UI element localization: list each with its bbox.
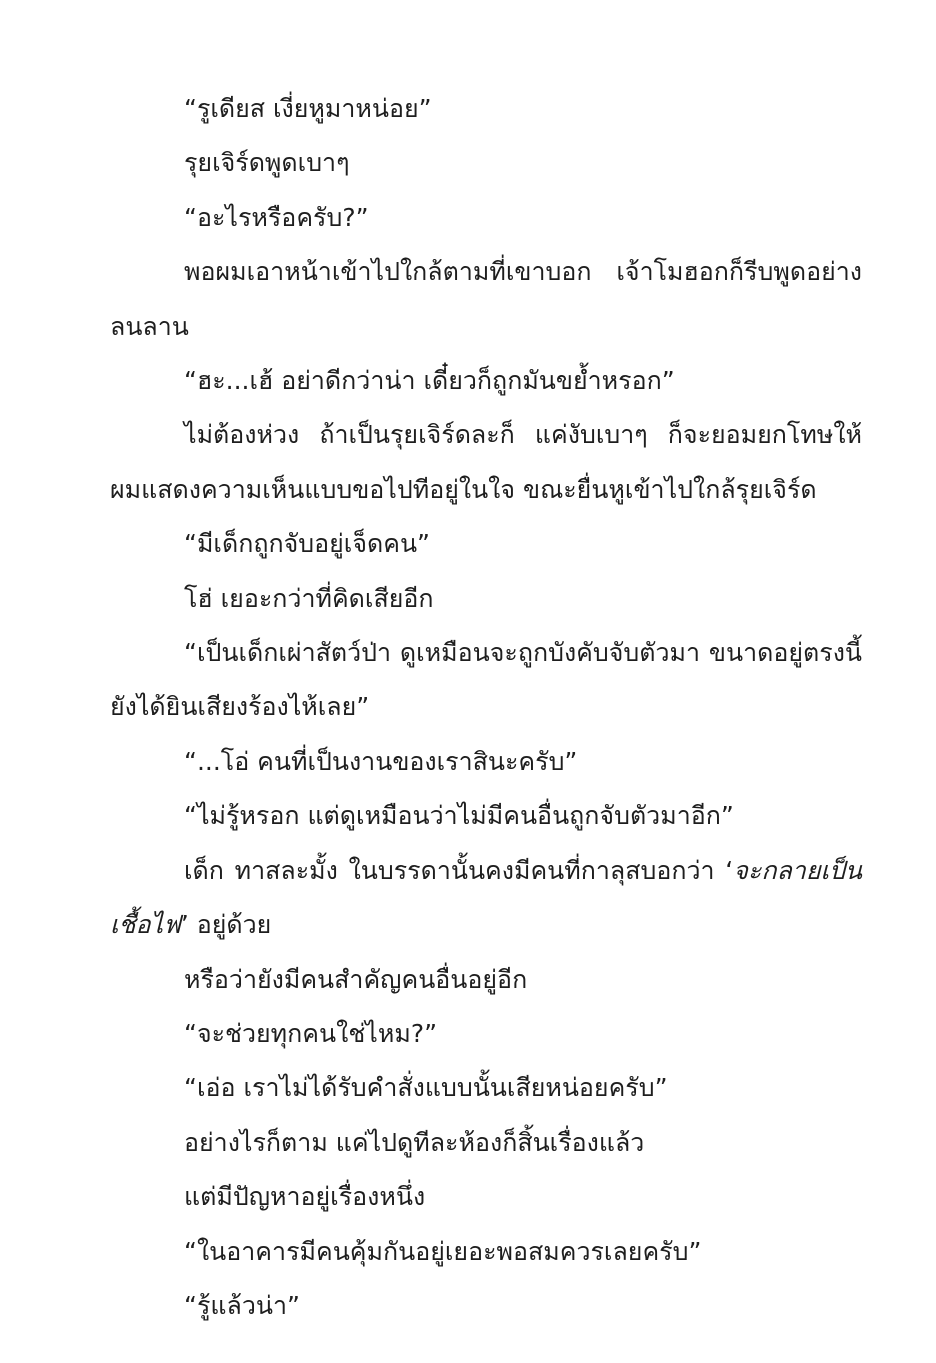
paragraph: รุยเจิร์ดพูดเบาๆ: [184, 148, 350, 178]
paragraph: แต่มีปัญหาอยู่เรื่องหนึ่ง: [184, 1182, 426, 1212]
paragraph: หรือว่ายังมีคนสำคัญคนอื่นอยู่อีก: [184, 964, 528, 994]
paragraph: “อะไรหรือครับ?”: [184, 202, 369, 232]
paragraph: “ในอาคารมีคนคุ้มกันอยู่เยอะพอสมควรเลยครับ”: [184, 1236, 702, 1266]
body-text: [110, 82, 862, 1333]
paragraph: “ไม่รู้หรอก แต่ดูเหมือนว่าไม่มีคนอื่นถูกจับตัวมาอีก”: [184, 801, 734, 831]
paragraph: “...โอ่ คนที่เป็นงานของเราสินะครับ”: [184, 746, 578, 776]
paragraph: โฮ่ เยอะกว่าที่คิดเสียอีก: [184, 583, 434, 613]
paragraph-text: เด็ก ทาสละมั้ง ในบรรดานั้นคงมีคนที่กาลุสบอกว่า ‘: [184, 855, 734, 885]
paragraph: ไม่ต้องห่วง ถ้าเป็นรุยเจิร์ดละก็ แค่งับเบาๆ ก็จะยอมยกโทษให้ ผมแสดงความเห็นแบบขอไปทีอยู่ในใจ ขณะยื่นหูเข้าไปใกล้รุยเจิร์ด: [110, 420, 862, 504]
paragraph: พอผมเอาหน้าเข้าไปใกล้ตามที่เขาบอก เจ้าโมฮอกก็รีบพูดอย่างลนลาน: [110, 257, 862, 341]
paragraph: “ฮะ...เฮ้ อย่าดีกว่าน่า เดี๋ยวก็ถูกมันขย้ำหรอก”: [184, 366, 675, 396]
paragraph: “มีเด็กถูกจับอยู่เจ็ดคน”: [184, 529, 430, 559]
paragraph: “รูเดียส เงี่ยหูมาหน่อย”: [184, 94, 432, 123]
paragraph: “รู้แล้วน่า”: [184, 1290, 300, 1320]
paragraph-text: ’ อยู่ด้วย: [180, 910, 272, 940]
italic-phrase: จะกลายเป็นเชื้อไฟ: [110, 855, 862, 940]
paragraph: “เป็นเด็กเผ่าสัตว์ป่า ดูเหมือนจะถูกบังคับจับตัวมา ขนาดอยู่ตรงนี้ยังได้ยินเสียงร้องไห้เลย”: [110, 638, 862, 722]
paragraph: [110, 844, 862, 953]
paragraph: “เอ่อ เราไม่ได้รับคำสั่งแบบนั้นเสียหน่อยครับ”: [184, 1073, 668, 1103]
paragraph: อย่างไรก็ตาม แค่ไปดูทีละห้องก็สิ้นเรื่องแล้ว: [184, 1127, 645, 1157]
paragraph: “จะช่วยทุกคนใช่ไหม?”: [184, 1018, 438, 1048]
